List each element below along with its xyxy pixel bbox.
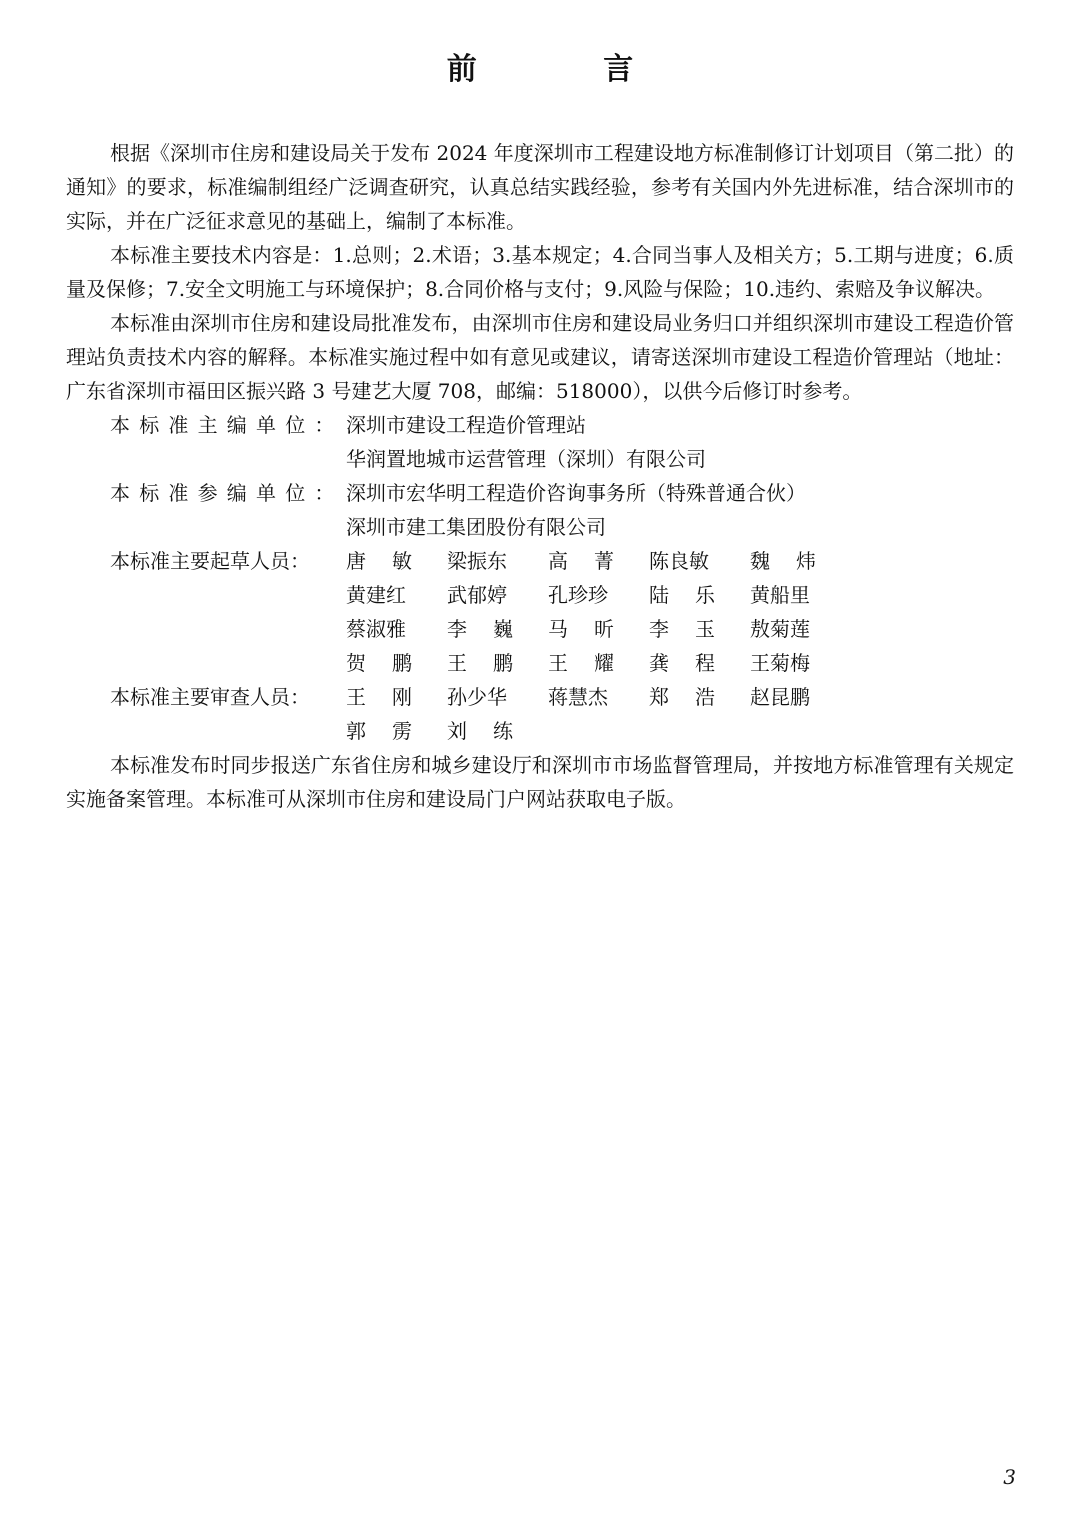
drafter-name: 梁振东 <box>447 549 507 573</box>
drafter-name: 王耀 <box>548 651 640 675</box>
reviewers-block <box>66 680 1014 748</box>
drafter-name: 李巍 <box>447 617 539 641</box>
reviewer-name: 蒋慧杰 <box>548 685 608 709</box>
page-number: 3 <box>1003 1465 1016 1489</box>
drafter-name: 唐敏 <box>346 549 438 573</box>
drafter-name: 王鹏 <box>447 651 539 675</box>
drafter-name: 陈良敏 <box>649 549 709 573</box>
reviewer-name: 孙少华 <box>447 685 507 709</box>
participating-units-block <box>66 476 1014 544</box>
paragraph-basis: 根据《深圳市住房和建设局关于发布 2024 年度深圳市工程建设地方标准制修订计划项目（第二批）的通知》的要求，标准编制组经广泛调查研究，认真总结实践经验，参考有关国内外先进标准，结合深圳市的实际，并在广泛征求意见的基础上，编制了本标准。 <box>66 141 1014 233</box>
drafter-name: 黄船里 <box>750 583 810 607</box>
drafter-name: 陆乐 <box>649 583 741 607</box>
reviewer-name: 王刚 <box>346 685 438 709</box>
paragraph-contents: 本标准主要技术内容是：1.总则；2.术语；3.基本规定；4.合同当事人及相关方；5.工期与进度；6.质量及保修；7.安全文明施工与环境保护；8.合同价格与支付；9.风险与保险；10.违约、索赔及争议解决。 <box>66 243 1014 301</box>
drafters-label: 本标准主要起草人员： <box>110 549 310 573</box>
drafter-name: 魏炜 <box>750 549 842 573</box>
chief-units-label: 本标准主编单位： <box>110 413 344 437</box>
chief-unit-item: 深圳市建设工程造价管理站 <box>346 413 586 437</box>
reviewer-name: 郑浩 <box>649 685 741 709</box>
drafters-block <box>66 544 1014 680</box>
participating-units-label: 本标准参编单位： <box>110 481 344 505</box>
paragraph-filing: 本标准发布时同步报送广东省住房和城乡建设厅和深圳市市场监督管理局，并按地方标准管理有关规定实施备案管理。本标准可从深圳市住房和建设局门户网站获取电子版。 <box>66 753 1014 811</box>
drafter-name: 王菊梅 <box>750 651 810 675</box>
drafter-name: 李玉 <box>649 617 741 641</box>
document-body <box>66 136 1014 816</box>
page-title: 前 言 <box>446 52 692 87</box>
reviewer-name: 刘练 <box>447 719 539 743</box>
participating-unit-item: 深圳市建工集团股份有限公司 <box>346 515 606 539</box>
drafter-name: 马昕 <box>548 617 640 641</box>
drafter-name: 蔡淑雅 <box>346 617 406 641</box>
drafter-name: 龚程 <box>649 651 741 675</box>
drafter-name: 敖菊莲 <box>750 617 810 641</box>
drafter-name: 黄建红 <box>346 583 406 607</box>
chief-units-block <box>66 408 1014 476</box>
chief-unit-item: 华润置地城市运营管理（深圳）有限公司 <box>346 447 706 471</box>
drafter-name: 高菁 <box>548 549 640 573</box>
paragraph-approval: 本标准由深圳市住房和建设局批准发布，由深圳市住房和建设局业务归口并组织深圳市建设工程造价管理站负责技术内容的解释。本标准实施过程中如有意见或建议，请寄送深圳市建设工程造价管理站（地址：广东省深圳市福田区振兴路 3 号建艺大厦 708，邮编：518000），以供今后修订时参考。 <box>66 311 1014 403</box>
participating-unit-item: 深圳市宏华明工程造价咨询事务所（特殊普通合伙） <box>346 481 806 505</box>
reviewer-name: 郭雳 <box>346 719 438 743</box>
reviewer-name: 赵昆鹏 <box>750 685 810 709</box>
drafter-name: 武郁婷 <box>447 583 507 607</box>
drafter-name: 孔珍珍 <box>548 583 608 607</box>
reviewers-label: 本标准主要审查人员： <box>110 685 310 709</box>
drafter-name: 贺鹏 <box>346 651 438 675</box>
